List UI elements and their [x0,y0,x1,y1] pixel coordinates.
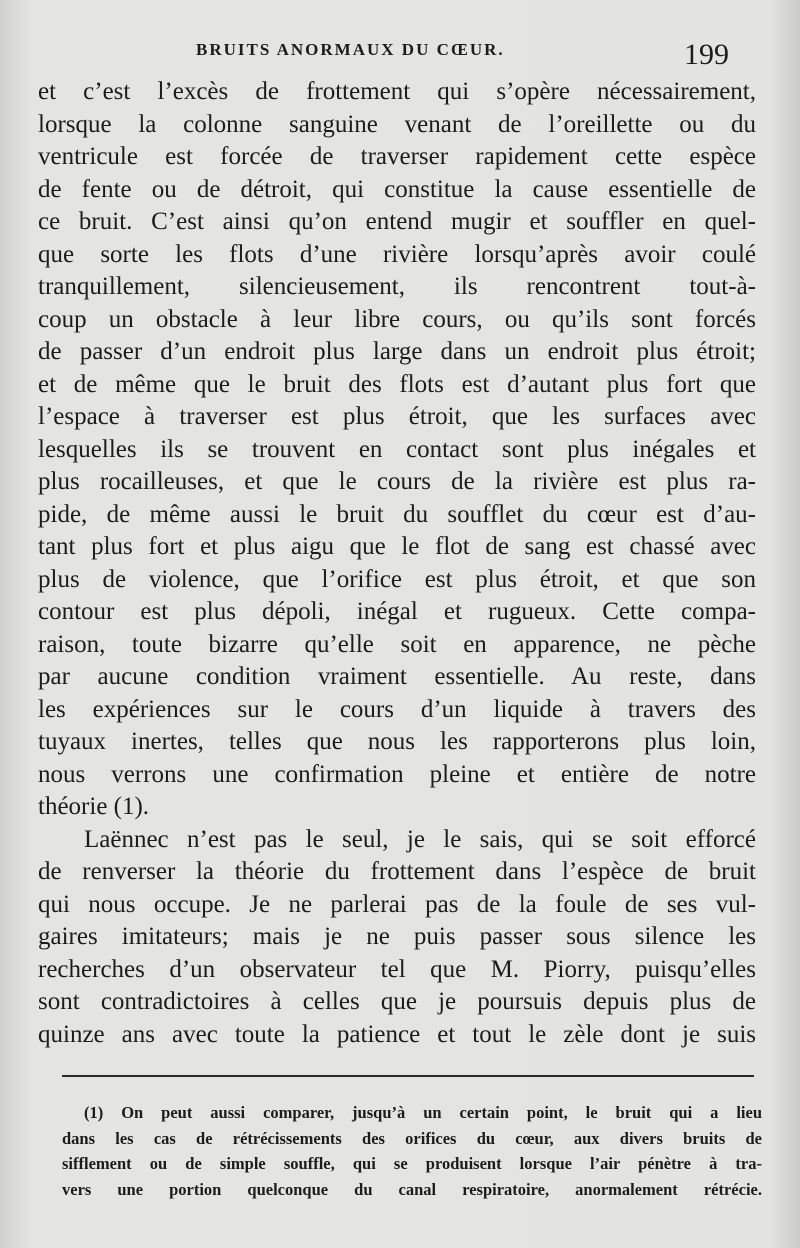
text-line: gaires imitateurs; mais je ne puis passer sous silence les [38,923,756,950]
page-number: 199 [684,38,729,71]
text-line: et c’est l’excès de frottement qui s’opère nécessairement, [38,78,756,105]
text-line: sont contradictoires à celles que je poursuis depuis plus de [38,988,756,1015]
text-line: tranquillement, silencieusement, ils rencontrent tout-à- [38,273,756,300]
text-line: de fente ou de détroit, qui constitue la cause essentielle de [38,175,756,203]
text-line: nous verrons une confirmation pleine et entière de notre [38,760,756,788]
footnote-line: sifflement ou de simple souffle, qui se produisent lorsque l’air pénètre à tra- [62,1154,762,1173]
footnote-line: dans les cas de rétrécissements des orifices du cœur, aux divers bruits de [62,1128,762,1148]
footnote [62,1100,762,1202]
text-line: tant plus fort et plus aigu que le flot de sang est chassé avec [38,533,756,560]
footnote-line: (1) On peut aussi comparer, jusqu’à un certain point, le bruit qui a lieu [84,1103,762,1122]
text-line: l’espace à traverser est plus étroit, que les surfaces avec [38,403,756,430]
paragraph-start-line: Laënnec n’est pas le seul, je le sais, qui se soit efforcé [84,825,756,853]
text-line: de renverser la théorie du frottement dans l’espèce de bruit [38,858,756,885]
text-line: contour est plus dépoli, inégal et rugueux. Cette compa- [38,598,756,625]
text-line: plus rocailleuses, et que le cours de la rivière est plus ra- [38,468,756,495]
page-header [0,38,800,78]
text-line: ventricule est forcée de traverser rapidement cette espèce [38,143,756,170]
text-line: théorie (1). [38,793,150,820]
text-line: et de même que le bruit des flots est d’autant plus fort que [38,370,756,398]
text-line: de passer d’un endroit plus large dans un endroit plus étroit; [38,338,756,365]
text-line: recherches d’un observateur tel que M. Piorry, puisqu’elles [38,955,756,983]
text-line: par aucune condition vraiment essentielle. Au reste, dans [38,663,756,690]
text-line: lesquelles ils se trouvent en contact sont plus inégales et [38,435,756,463]
text-line: tuyaux inertes, telles que nous les rapporterons plus loin, [38,728,756,755]
text-line: les expériences sur le cours d’un liquide à travers des [38,695,756,723]
footnote-rule [62,1075,754,1077]
text-line: pide, de même aussi le bruit du soufflet du cœur est d’au- [38,500,756,528]
text-line: plus de violence, que l’orifice est plus étroit, et que son [38,565,756,593]
footnote-line: vers une portion quelconque du canal respiratoire, anormalement rétrécie. [62,1179,762,1199]
text-line: qui nous occupe. Je ne parlerai pas de la foule de ses vul- [38,890,756,918]
text-line: quinze ans avec toute la patience et tout le zèle dont je suis [38,1020,756,1048]
text-line: lorsque la colonne sanguine venant de l’oreillette ou du [38,110,756,138]
running-head: BRUITS ANORMAUX DU CŒUR. [196,40,505,59]
body-text [38,76,756,1051]
text-line: coup un obstacle à leur libre cours, ou qu’ils sont forcés [38,305,756,333]
text-line: raison, toute bizarre qu’elle soit en apparence, ne pèche [38,630,756,658]
text-line: ce bruit. C’est ainsi qu’on entend mugir et souffler en quel- [38,208,756,235]
text-line: que sorte les flots d’une rivière lorsqu’après avoir coulé [38,240,756,268]
